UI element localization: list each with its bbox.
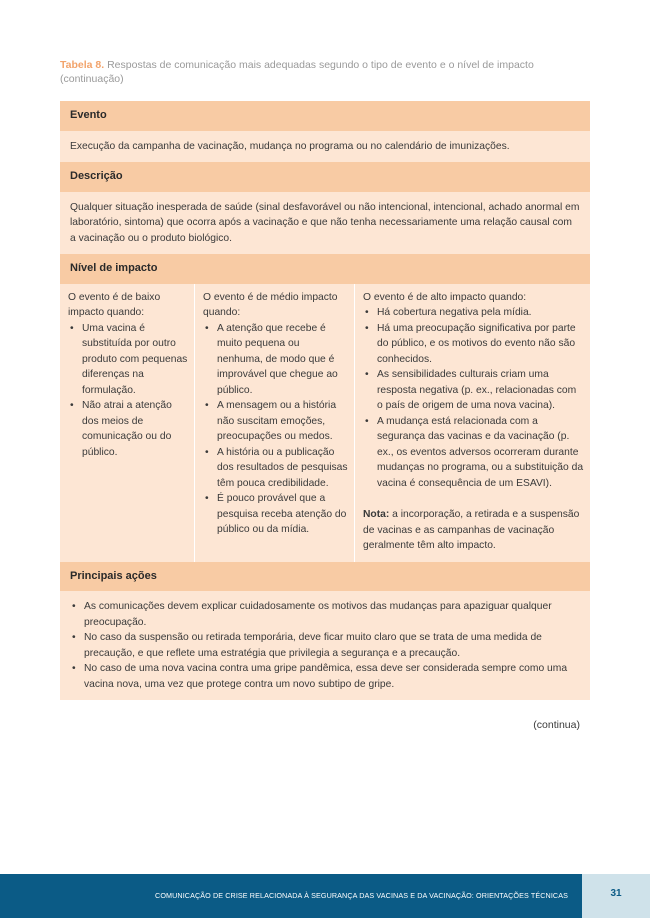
table-caption-text: Respostas de comunicação mais adequadas segundo o tipo de evento e o nível de impacto (continuação) [60, 59, 534, 85]
list-item: • Não atrai a atenção dos meios de comunicação ou do público. [68, 398, 188, 460]
footer-title: COMUNICAÇÃO DE CRISE RELACIONADA À SEGURANÇA DAS VACINAS E DA VACINAÇÃO: ORIENTAÇÕES TÉCNICAS [155, 891, 568, 900]
list-item: • As sensibilidades culturais criam uma resposta negativa (p. ex., relacionadas com o país de origem de uma nova vacina). [363, 367, 584, 414]
response-table [60, 101, 590, 700]
page-number-box [582, 874, 650, 918]
list-item: • É pouco provável que a pesquisa receba atenção do público ou da mídia. [203, 491, 348, 538]
impact-low-list [68, 321, 188, 461]
acoes-header: Principais ações [60, 562, 590, 592]
list-item: • As comunicações devem explicar cuidadosamente os motivos das mudanças para apaziguar qualquer preocupação. [70, 599, 580, 630]
list-item: • A mensagem ou a história não suscitam emoções, preocupações ou medos. [203, 398, 348, 445]
list-item: • No caso da suspensão ou retirada temporária, deve ficar muito claro que se trata de uma medida de precaução, e que reflete uma estratégia que privilegia a segurança e a precaução. [70, 630, 580, 661]
impact-medium-intro: O evento é de médio impacto quando: [203, 291, 338, 318]
table-caption-label: Tabela 8. [60, 59, 105, 71]
acoes-body [60, 591, 590, 700]
impact-high-intro: O evento é de alto impacto quando: [363, 291, 527, 303]
impact-high-list [363, 305, 584, 491]
impact-low-intro: O evento é de baixo impacto quando: [68, 291, 161, 318]
evento-header: Evento [60, 101, 590, 131]
note-text: a incorporação, a retirada e a suspensão de vacinas e as campanhas de vacinação geralmente têm alto impacto. [363, 509, 580, 551]
impact-high-note [363, 507, 584, 554]
evento-text: Execução da campanha de vacinação, mudança no programa ou no calendário de imunizações. [60, 131, 590, 163]
impact-columns [60, 284, 590, 562]
impact-low-column [60, 284, 195, 562]
list-item: • Uma vacina é substituída por outro produto com pequenas diferenças na formulação. [68, 321, 188, 399]
acoes-list [70, 599, 580, 692]
impact-high-column [355, 284, 590, 562]
descricao-text: Qualquer situação inesperada de saúde (sinal desfavorável ou não intencional, intencional, achado anormal em laboratório, sintoma) que ocorra após a vacinação e que não tenha necessariamente uma relação causal com a vacinação ou o produto biológico. [60, 192, 590, 255]
note-label: Nota: [363, 509, 390, 520]
list-item: • A atenção que recebe é muito pequena ou nenhuma, de modo que é improvável que chegue ao público. [203, 321, 348, 399]
list-item: • A mudança está relacionada com a segurança das vacinas e da vacinação (p. ex., os eventos adversos ocorreram durante mudanças no programa, ou a substituição da vacina é consequência de um ESAVI). [363, 414, 584, 492]
list-item: • No caso de uma nova vacina contra uma gripe pandêmica, essa deve ser considerada sempre como uma vacina nova, uma vez que protege contra um novo subtipo de gripe. [70, 661, 580, 692]
page-footer [0, 874, 650, 918]
page-number: 31 [610, 888, 622, 899]
list-item: • A história ou a publicação dos resultados de pesquisas têm pouca credibilidade. [203, 445, 348, 492]
table-caption [60, 58, 600, 86]
impact-medium-list [203, 321, 348, 538]
list-item: • Há uma preocupação significativa por parte do público, e os motivos do evento não são conhecidos. [363, 321, 584, 368]
descricao-header: Descrição [60, 162, 590, 192]
nivel-header: Nível de impacto [60, 254, 590, 284]
impact-medium-column [195, 284, 355, 562]
list-item: • Há cobertura negativa pela mídia. [363, 305, 584, 321]
continua-label: (continua) [533, 719, 580, 731]
